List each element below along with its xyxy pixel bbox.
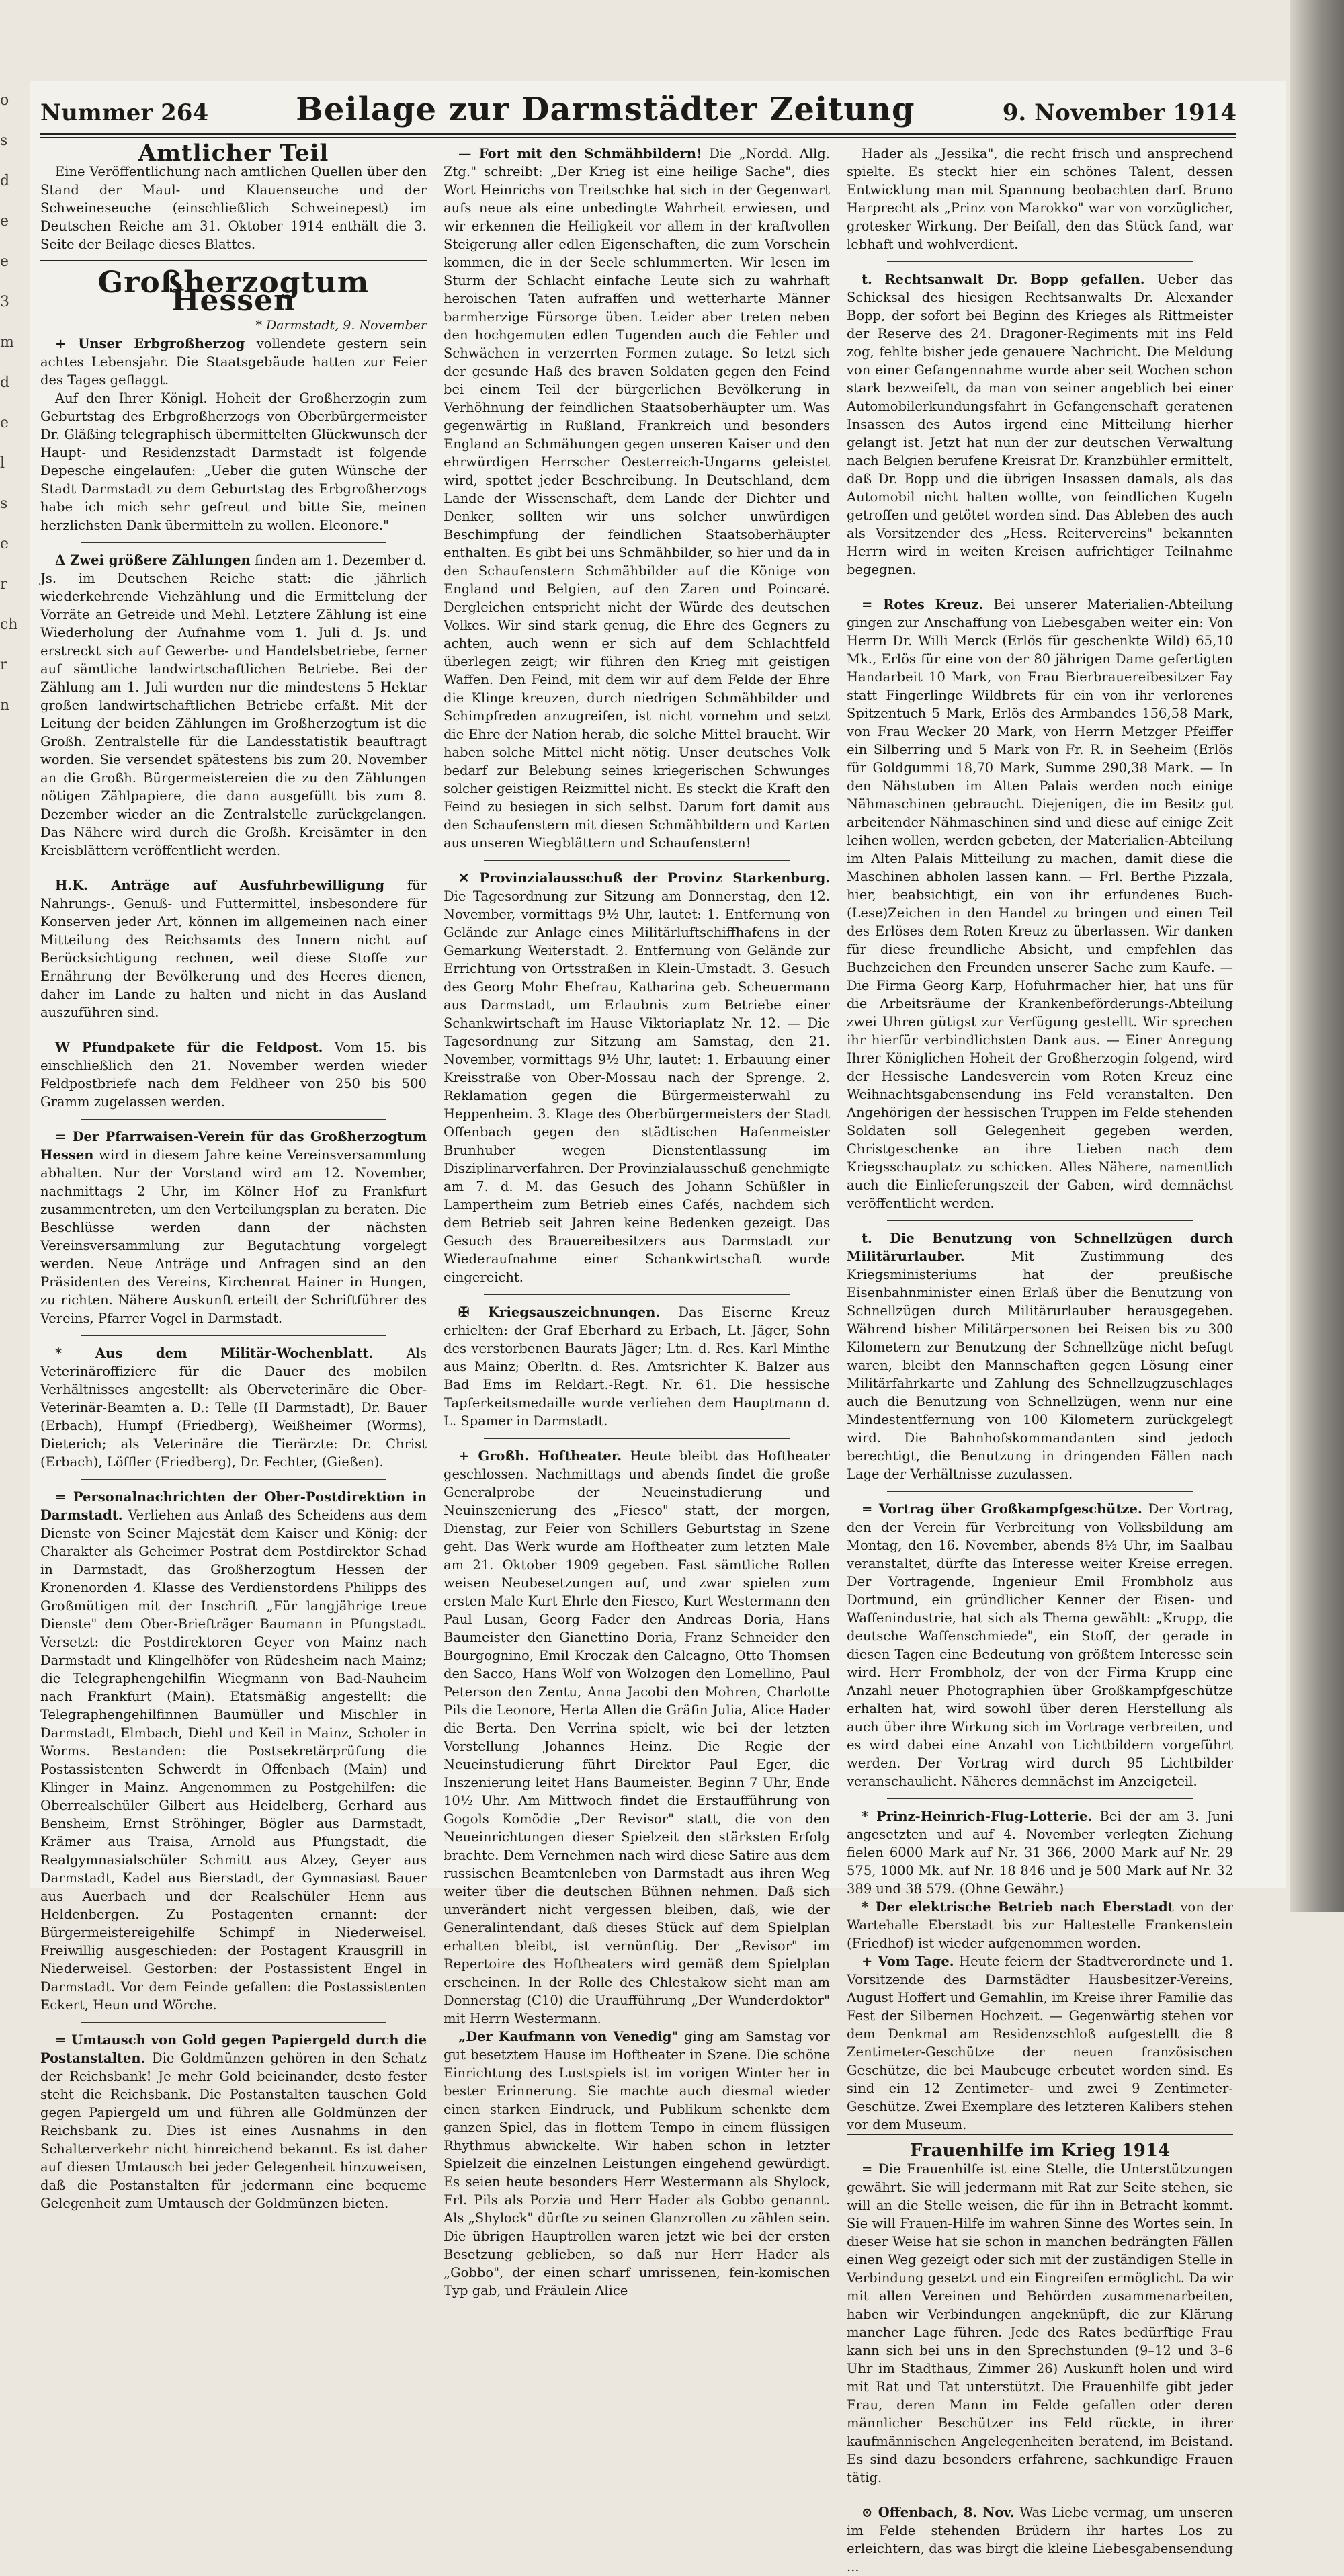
article-paragraph: ✠ Kriegsauszeichnungen. Das Eiserne Kreuz erhielten: der Graf Eberhard zu Erbach, Lt. Jäger, Sohn des verstorbenen Baurats Jäger; Ltn. d. Res. Karl Minthe aus Mainz; Oberltn. d. Res. Amtsrichter K. Balzer aus Bad Ems im Reldart.-Regt. Nr. 61. Die hessische Tapferkeitsmedaille wurde verliehen dem Hauptmann d. L. Spamer in Darmstadt. — [444, 1304, 830, 1429]
article-paragraph: W Pfundpakete für die Feldpost. Vom 15. bis einschließlich den 21. November werden wieder Feldpostbriefe nach dem Feldheer von 250 bis 500 Gramm zugelassen werden. — [40, 1040, 427, 1110]
article-paragraph: = Umtausch von Gold gegen Papiergeld durch die Postanstalten. Die Goldmünzen gehören in den Schatz der Reichsbank! Je mehr Gold beieinander, desto fester steht die Reichsbank. Die Postanstalten tauschen Gold gegen Papiergeld um und führen alle Goldmünzen der Reichsbank zu. Dies ist eines Ausnahms in den Schalterverkehr nicht hinreichend bekannt. Es ist daher auf diesen Umtausch bei jeder Gelegenheit hinzuweisen, daß die Postanstalten für jedermann eine bequeme Gelegenheit zum Umtausch der Goldmünzen bieten. — [40, 2032, 427, 2211]
book-binding — [1290, 0, 1344, 1912]
section-heading-amtlich: Amtlicher Teil — [138, 140, 329, 167]
article-paragraph: + Vom Tage. Heute feiern der Stadtverordnete und 1. Vorsitzende des Darmstädter Hausbesitzer-Vereins, August Hoffert und Gemahlin, im Kreise ihrer Familie das Fest der Silbernen Hochzeit. — Gegenwärtig stehen vor dem Denkmal am Residenzschloß aufgestellt die 8 Zentimeter-Geschütze der neuen französischen Geschütze, die bei Maubeuge erbeutet worden sind. Es sind ein 12 Zentimeter- und zwei 9 Zentimeter-Geschütze. Zwei Exemplare des letzteren Kalibers stehen vor dem Museum. — [847, 1954, 1234, 2132]
article-paragraph: * Aus dem Militär-Wochenblatt. Als Veterinäroffiziere für die Dauer des mobilen Verhältnisses angestellt: als Oberveterinäre die Ober-Veterinär-Beamten a. D.: Telle (II Darmstadt), Dr. Bauer (Erbach), Humpf (Friedberg), Weißheimer (Worms), Dieterich; als Veterinäre die Tierärzte: Dr. Christ (Erbach), Löffler (Friedberg), Dr. Fechter, (Gießen). — [40, 1345, 427, 1470]
article-paragraph: Eine Veröffentlichung nach amtlichen Quellen über den Stand der Maul- und Klauenseuche und der Schweineseuche (einschließlich Schweinepest) im Deutschen Reiche am 31. Oktober 1914 enthält die 3. Seite der Beilage dieses Blattes. — [40, 164, 427, 252]
column-1 — [40, 140, 427, 2211]
article-paragraph: = Rotes Kreuz. Bei unserer Materialien-Abteilung gingen zur Anschaffung von Liebesgaben weiter ein: Von Herrn Dr. Willi Merck (Erlös für geschenkte Wild) 65,10 Mk., Erlös für eine von der 80 jährigen Dame gefertigten Handarbeit 10 Mark, von Frau Bierbrauereibesitzer Fay statt Fingerlinge Wildbrets für ein von ihr verlorenes Spitzentuch 5 Mark, Erlös des Armbandes 156,58 Mark, von Frau Wecker 20 Mark, von Herrn Metzger Pfeiffer ein Silberring und 5 Mark von Fr. R. in Seeheim (Erlös für Goldgummi 18,70 Mark, Summe 290,38 Mark. — In den Nähstuben im Alten Palais werden noch einige Nähmaschinen gebraucht. Diejenigen, die im Besitz gut arbeitender Nähmaschinen sind und diese auf einige Zeit leihen wollen, werden gebeten, der Materialien-Abteilung im Alten Palais Mitteilung zu machen, damit diese die Maschinen abholen lassen kann. — Frl. Berthe Pizzala, hier, beabsichtigt, ein von ihr erfundenes Buch-(Lese)Zeichen in den Handel zu bringen und einen Teil des Erlöses dem Roten Kreuz zu überlassen. Wir danken für diese freundliche Absicht, und empfehlen das Buchzeichen den Freunden unserer Sache zum Kaufe. — Die Firma Georg Karp, Hofuhrmacher hier, hat uns für die Arbeitsräume der Krankenbeförderungs-Abteilung zwei Uhren gütigst zur Verfügung gestellt. Wir sprechen ihr hierfür verbindlichsten Dank aus. — Einer Anregung Ihrer Königlichen Hoheit der Großherzogin folgend, wird der Hessische Landesverein vom Roten Kreuz eine Weihnachtsgabensendung ins Feld veranstalten. Den Angehörigen der hessischen Truppen im Felde stehenden Soldaten soll Gelegenheit gegeben werden, Christgeschenke an ihre Lieben nach dem Kriegsschauplatz zu schicken. Alles Nähere, namentlich auch die Einlieferungszeit der Gaben, wird demnächst veröffentlicht werden. — [847, 597, 1233, 1211]
section-rule — [40, 260, 427, 261]
section-heading-hessen: Großherzogtum Hessen — [97, 265, 370, 318]
issue-date: 9. November 1914 — [1002, 99, 1236, 126]
masthead-rule-thin — [40, 137, 1236, 138]
column-2 — [444, 144, 830, 2298]
article-paragraph: * Prinz-Heinrich-Flug-Lotterie. Bei der am 3. Juni angesetzten und auf 4. November verlegten Ziehung fielen 6000 Mark auf Nr. 31 366, 2000 Mark auf Nr. 29 575, 1000 Mk. auf Nr. 18 846 und je 500 Mark auf Nr. 32 389 und 38 579. (Ohne Gewähr.) — [847, 1809, 1233, 1897]
masthead-rule — [40, 133, 1236, 135]
article-paragraph: H.K. Anträge auf Ausfuhrbewilligung für Nahrungs-, Genuß- und Futtermittel, insbesondere für Konserven jeder Art, können im allgemeinen nach einer Mitteilung des Reichsamts des Innern nicht auf Berücksichtigung rechnen, weil diese Stoffe zur Ernährung der Bevölkerung und des Heeres dienen, daher im Lande zu halten und nicht in das Ausland auszuführen sind. — [40, 878, 427, 1020]
article-rule — [484, 1438, 790, 1439]
newspaper-title: Beilage zur Darmstädter Zeitung — [296, 91, 915, 128]
article-paragraph: + Unser Erbgroßherzog vollendete gestern sein achtes Lebensjahr. Die Staatsgebäude hatten zur Feier des Tages geflaggt. — [40, 336, 427, 388]
article-paragraph: ✕ Provinzialausschuß der Provinz Starkenburg. Die Tagesordnung zur Sitzung am Donnerstag, den 12. November, vormittags 9½ Uhr, lautet: 1. Entfernung von Gelände zur Anlage eines Militärluftschiffhafens in der Gemarkung Weiterstadt. 2. Entfernung von Gelände zur Errichtung von Ortsstraßen in Klein-Umstadt. 3. Gesuch des Georg Mohr Ehefrau, Katharina geb. Scheuermann aus Darmstadt, um Erlaubnis zum Betriebe einer Schankwirtschaft im Hause Viktoriaplatz Nr. 12. — Die Tagesordnung zur Sitzung am Samstag, den 21. November, vormittags 9½ Uhr, lautet: 1. Erbauung einer Kreisstraße von Ober-Mossau nach der Sprenge. 2. Reklamation gegen die Bürgermeisterwahl zu Heppenheim. 3. Klage des Oberbürgermeisters der Stadt Offenbach gegen den städtischen Hafenmeister Brunhuber wegen Dienstentlassung im Disziplinarverfahren. Der Provinzialausschuß genehmigte am 7. d. M. das Gesuch des Johann Schüßler in Lampertheim zum Betrieb eines Cafés, nachdem sich dem Betrieb seit Jahren keine Bedenken gezeigt. Das Gesuch des Brauereibesitzers aus Darmstadt zur Wiederaufnahme einer Schankwirtschaft wurde eingereicht. — [444, 870, 830, 1285]
article-paragraph: Auf den Ihrer Königl. Hoheit der Großherzogin zum Geburtstag des Erbgroßherzogs von Oberbürgermeister Dr. Gläßing telegraphisch übermittelten Glückwunsch der Haupt- und Residenzstadt Darmstadt ist folgende Depesche eingelaufen: „Ueber die guten Wünsche der Stadt Darmstadt zu dem Geburtstag des Erbgroßherzogs habe ich mich sehr gefreut und bitte Sie, meinen herzlichsten Dank übermitteln zu wollen. Eleonore." — [40, 390, 427, 533]
article-rule — [887, 1220, 1193, 1221]
adjacent-page-margin: o s d e e 3 m d e l s e r ch r n — [0, 92, 18, 714]
article-paragraph: „Der Kaufmann von Venedig" ging am Samstag vor gut besetztem Hause im Hoftheater in Szene. Die schöne Einrichtung des Lustspiels ist im vorigen Winter her in bester Erinnerung. Sie machte auch diesmal wieder einen starken Eindruck, und Publikum schenkte dem ganzen Spiel, das in flottem Tempo in einem flüssigen Rhythmus abwickelte. Wir haben schon in letzter Spielzeit die einzelnen Leistungen eingehend gewürdigt. Es seien heute besonders Herr Westermann als Shylock, Frl. Pils als Porzia und Herr Hader als Gobbo genannt. Als „Shylock" dürfte zu seinen Glanzrollen zu zählen sein. Die übrigen Hauptrollen waren jetzt wie bei der ersten Besetzung geblieben, so daß nur Herr Hader als „Gobbo", der einen scharf umrissenen, fein-komischen Typ gab, und Fräulein Alice — [444, 2029, 830, 2298]
article-paragraph: = Der Pfarrwaisen-Verein für das Großherzogtum Hessen wird in diesem Jahre keine Vereinsversammlung abhalten. Nur der Vorstand wird am 12. November, nachmittags 2 Uhr, im Kölner Hof zu Frankfurt zusammentreten, um den Verteilungsplan zu beraten. Die Beschlüsse werden dann der nächsten Vereinsversammlung zur Begutachtung vorgelegt werden. Neue Anträge und Anfragen sind an den Präsidenten des Vereins, Kirchenrat Hainer in Hungen, zu richten. Nähere Auskunft erteilt der Schriftführer des Vereins, Pfarrer Vogel in Darmstadt. — [40, 1129, 427, 1326]
article-rule — [887, 261, 1193, 262]
dateline: * Darmstadt, 9. November — [255, 318, 427, 333]
article-rule — [484, 860, 790, 861]
article-rule — [81, 1479, 386, 1480]
article-paragraph: = Personalnachrichten der Ober-Postdirektion in Darmstadt. Verliehen aus Anlaß des Scheidens aus dem Dienste von Seiner Majestät dem Kaiser und König: der Charakter als Geheimer Postrat dem Postdirektor Schad in Darmstadt, das Großherzogtum Hessen der Kronenorden 4. Klasse des Verdienstordens Philipps des Großmütigen mit der Inschrift „Für langjährige treue Dienste" dem Ober-Briefträger Baumann in Pfungstadt. Versetzt: die Postdirektoren Geyer von Mainz nach Darmstadt und Klingelhöfer von Rüdesheim nach Mainz; die Telegraphengehilfin Wiegmann von Bad-Nauheim nach Frankfurt (Main). Etatsmäßig angestellt: die Telegraphengehilfinnen Baumüller und Mischler in Darmstadt, Elmbach, Diehl und Keil in Mainz, Scholer in Worms. Bestanden: die Postsekretärprüfung die Postassistenten Schwerdt in Offenbach (Main) und Klinger in Mainz. Angenommen zu Postgehilfen: die Oberrealschüler Gilbert aus Heidelberg, Gerhard aus Bensheim, Ernst Ströhinger, Bögler aus Darmstadt, Krämer aus Traisa, Arnold aus Pfungstadt, die Realgymnasialschüler Schmitt aus Alzey, Geyer aus Darmstadt, Kadel aus Bierstadt, der Gymnasiast Bauer aus Auerbach und der Realschüler Henn aus Heldenbergen. Zu Postagenten ernannt: der Bürgermeistereigehilfe Schimpf in Niederweisel. Freiwillig ausgeschieden: der Postagent Krausgrill in Niederweisel. Gestorben: der Postassistent Engel in Darmstadt. Vor dem Feinde gefallen: die Postassistenten Eckert, Heun und Wörche. — [40, 1489, 427, 2013]
article-rule — [81, 1119, 386, 1120]
issue-number: Nummer 264 — [40, 99, 209, 126]
article-rule — [81, 1335, 386, 1336]
article-paragraph: = Die Frauenhilfe ist eine Stelle, die Unterstützungen gewährt. Sie will jedermann mit Rat zur Seite stehen, sie will an die Stelle weisen, die für ihn in Betracht kommt. Sie will Frauen-Hilfe im wahren Sinne des Wortes sein. In dieser Weise hat sie schon in manchen bedrängten Fällen einen Weg gezeigt oder sich mit der zuständigen Stelle in Verbindung gesetzt und ein Eingreifen ermöglicht. Da wir mit allen Vereinen und Behörden zusammenarbeiten, haben wir Verbindungen angeknüpft, die zur Klärung mancher Lage führen. Jede des Rates bedürftige Frau kann sich bei uns in den Sprechstunden (9–12 und 3–6 Uhr im Stadthaus, Zimmer 26) Auskunft holen und wird mit Rat und Tat unterstützt. Die Frauenhilfe gibt jeder Frau, deren Mann im Felde gefallen oder deren männlicher Beschützer ins Feld rückte, in ihrer kaufmännischen Angelegenheiten beratend, im Beistand. Es sind dazu besonders erfahrene, sachkundige Frauen tätig. — [847, 2161, 1233, 2485]
article-paragraph: * Der elektrische Betrieb nach Eberstadt von der Wartehalle Eberstadt bis zur Haltestelle Frankenstein (Friedhof) ist wieder aufgenommen worden. — [847, 1899, 1234, 1951]
masthead — [40, 91, 1236, 131]
article-paragraph: ⊙ Offenbach, 8. Nov. Was Liebe vermag, um unseren im Felde stehenden Brüdern ihr hartes Los zu erleichtern, das was birgt die kleine Liebesgabensendung ... — [847, 2505, 1233, 2575]
article-rule — [81, 542, 386, 543]
article-rule — [81, 2022, 386, 2023]
article-paragraph: Hader als „Jessika", die recht frisch und ansprechend spielte. Es steckt hier ein schönes Talent, dessen Entwicklung man mit Spannung beobachten darf. Bruno Harprecht als „Prinz von Marokko" war von vorzüglicher, grotesker Wirkung. Der Beifall, den das Stück fand, war lebhaft und wohlverdient. — [847, 146, 1233, 252]
article-rule — [484, 1294, 790, 1295]
article-paragraph: Δ Zwei größere Zählungen finden am 1. Dezember d. Js. im Deutschen Reiche statt: die jährlich wiederkehrende Viehzählung und die Ermittelung der Vorräte an Getreide und Mehl. Letztere Zählung ist eine Wiederholung der Aufnahme vom 1. Juli d. Js. und erstreckt sich auf Gewerbe- und Handelsbetriebe, ferner auf sämtliche landwirtschaftlichen Betriebe. Bei der Zählung am 1. Juli wurden nur die mindestens 5 Hektar großen landwirtschaftlichen Betriebe erfaßt. Mit der Leitung der beiden Zählungen im Großherzogtum ist die Großh. Zentralstelle für die Landesstatistik beauftragt worden. Sie versendet spätestens bis zum 20. November an die Großh. Bürgermeistereien die zu den Zählungen nötigen Zählpapiere, die dann ausgefüllt bis zum 8. Dezember wieder an die Zentralstelle zurückgelangen. Das Nähere wird durch die Großh. Kreisämter in den Kreisblättern veröffentlicht werden. — [40, 552, 427, 858]
article-paragraph: + Großh. Hoftheater. Heute bleibt das Hoftheater geschlossen. Nachmittags und abends findet die große Generalprobe der Neueinstudierung und Neuinszenierung des „Fiesco" statt, der morgen, Dienstag, zur Feier von Schillers Geburtstag in Szene geht. Das Werk wurde am Hoftheater zum letzten Male am 21. Oktober 1909 gegeben. Fast sämtliche Rollen weisen Neubesetzungen auf, und zwar spielen zum ersten Male Kurt Ehrle den Fiesco, Kurt Westermann den Paul Lusan, Georg Fader den Andreas Doria, Hans Baumeister den Gianettino Doria, Franz Schneider den Bourgognino, Emil Kroczak den Calcagno, Otto Thomsen den Sacco, Hans Wolf von Wolzogen den Lomellino, Paul Peterson den Zentu, Anna Jacobi den Mohren, Charlotte Pils die Leonore, Herta Allen die Gräfin Julia, Alice Hader die Berta. Den Verrina spielt, wie bei der letzten Vorstellung Johannes Heinz. Die Regie der Neueinstudierung führt Direktor Paul Eger, die Inszenierung leitet Hans Baumeister. Beginn 7 Uhr, Ende 10½ Uhr. Am Mittwoch findet die Erstaufführung von Gogols Komödie „Der Revisor" statt, die von den Neueinrichtungen dieser Spielzeit den stärksten Erfolg brachte. Dem Vernehmen nach wird diese Satire aus dem russischen Beamtenleben von Darmstadt aus ihren Weg weiter über die deutschen Bühnen nehmen. Daß sich unverändert nicht vergessen bleiben, daß, wie der Generalintendant, daß dieses Stück auf dem Spielplan erhalten bleibt, ist vernünftig. Der „Revisor" im Repertoire des Hoftheaters wird gemäß dem Spielplan erscheinen. In der Rolle des Chlestakow sieht man am Donnerstag (C10) die Uraufführung „Der Wunderdoktor" mit Herrn Westermann. — [444, 1448, 830, 2026]
article-paragraph: = Vortrag über Großkampfgeschütze. Der Vortrag, den der Verein für Verbreitung von Volksbildung am Montag, den 16. November, abends 8½ Uhr, im Saalbau veranstaltet, dürfte das Interesse weiter Kreise erregen. Der Vortragende, Ingenieur Emil Frombholz aus Dortmund, ein gründlicher Kenner der Eisen- und Waffenindustrie, hat sich als Thema gewählt: „Krupp, die deutsche Waffenschmiede", ein Stoff, der gerade in diesen Tagen eine Bedeutung von größtem Interesse sein wird. Herr Frombholz, der von der Firma Krupp eine Anzahl neuer Photographien über Großkampfgeschütze erhalten hat, wird sowohl über deren Herstellung als auch über ihre Wirkung sich im Vortrage verbreiten, und es wird dabei eine Anzahl von Lichtbildern vorgeführt werden. Der Vortrag wird durch 95 Lichtbilder veranschaulicht. Näheres demnächst im Anzeigeteil. — [847, 1501, 1233, 1789]
article-rule — [887, 1798, 1193, 1799]
frauenhilfe-heading: Frauenhilfe im Krieg 1914 — [847, 2134, 1233, 2160]
article-rule — [887, 1491, 1193, 1492]
article-paragraph: t. Die Benutzung von Schnellzügen durch Militärurlauber. Mit Zustimmung des Kriegsministeriums hat der preußische Eisenbahnminister einen Erlaß über die Benutzung von Schnellzügen durch Militärurlauber herausgegeben. Während bisher Militärpersonen bei Reisen bis zu 300 Kilometern zur Benutzung der Schnellzüge nicht befugt waren, bleibt den Mannschaften gegen Lösung einer Militärfahrkarte und Zahlung des Schnellzugzuschlages auch die Benutzung von Schnellzügen, wenn nur eine Mindestentfernung von 100 Kilometern zurückgelegt wird. Die Bahnhofskommandanten sind jedoch berechtigt, die Benutzung in dringenden Fällen nach Lage der Verhältnisse zuzulassen. — [847, 1231, 1233, 1482]
article-paragraph: t. Rechtsanwalt Dr. Bopp gefallen. Ueber das Schicksal des hiesigen Rechtsanwalts Dr. Alexander Bopp, der sofort bei Beginn des Krieges als Rittmeister der Reserve des 24. Dragoner-Regiments mit ins Feld zog, fehlte bisher jede genauere Nachricht. Die Meldung von einer Gefangennahme wurde aber seit Wochen schon stark bezweifelt, da man von seiner angeblich bei einer Automobilerkundungsfahrt in Gefangenschaft geratenen Insassen des Autos irgend eine Mitteilung hierher gelangt ist. Jetzt hat nun der zur deutschen Verwaltung nach Belgien berufene Kreisrat Dr. Kranzbühler ermittelt, daß Dr. Bopp und die übrigen Insassen damals, als das Automobil nicht halten wollte, von feindlichen Kugeln getroffen und getötet worden sind. Das Ableben des auch als Vorsitzender des „Hess. Reitervereins" bekannten Herrn wird in weiten Kreisen aufrichtiger Teilnahme begegnen. — [847, 272, 1233, 577]
article-paragraph: — Fort mit den Schmähbildern! Die „Nordd. Allg. Ztg." schreibt: „Der Krieg ist eine heilige Sache", dies Wort Heinrichs von Treitschke hat sich in der Gegenwart aufs neue als eine unbedingte Wahrheit erwiesen, und wir erkennen die Heiligkeit vor allem in der kraftvollen Steigerung aller edlen Eigenschaften, die zum Vorschein kommen, die in der Seele schlummerten. Wir lesen im Sturm der Schlacht einfache Leute sich zu wahrhaft heroischen Taten aufraffen und wetterharte Männer barmherzige Fürsorge üben. Leider aber treten neben den hochgemuten edlen Tugenden auch die Fehler und Schwächen in verzerrten Formen zutage. So letzt sich der gesunde Haß des braven Soldaten gegen den Feind bei einem Teil der bürgerlichen Bevölkerung in Verhöhnung der feindlichen Staatsoberhäupter um. Was gegenwärtig in Rußland, Frankreich und besonders England an Schmähungen gegen unseren Kaiser und den ehrwürdigen Herrscher Oesterreich-Ungarns geleistet wird, spottet jeder Beschreibung. In Deutschland, dem Lande der Wissenschaft, dem Lande der Dichter und Denker, sollten wir uns solcher unwürdigen Beschimpfung der feindlichen Staatsoberhäupter enthalten. Es gibt bei uns Schmähbilder, so hier und da in den Schaufenstern Schmähbilder auf die Könige von England und Belgien, auf den Zaren und Poincaré. Dergleichen entspricht nicht der Würde des deutschen Volkes. Wir sind stark genug, die Ehre des Gegners zu achten, auch wenn er sich auf dem Schlachtfeld überlegen zeigt; wir führen den Krieg mit geistigen Waffen. Den Feind, mit dem wir auf dem Felde der Ehre die Klinge kreuzen, durch niedrigen Schmähbilder und Schimpfreden anzugreifen, ist nicht vornehm und setzt die Ehre der Nation herab, die solche Mittel braucht. Wir haben solche Mittel nicht nötig. Unser deutsches Volk bedarf zur Belebung seines kriegerischen Schwunges solcher geistigen Reizmittel nicht. Es steckt die Kraft den Feind zu besiegen in sich selbst. Darum fort damit aus den Schaufenstern mit diesen Schmähbildern und Karten aus unseren Wiegblättern und Schaufenstern! — [444, 146, 830, 851]
column-3 — [847, 144, 1234, 2575]
